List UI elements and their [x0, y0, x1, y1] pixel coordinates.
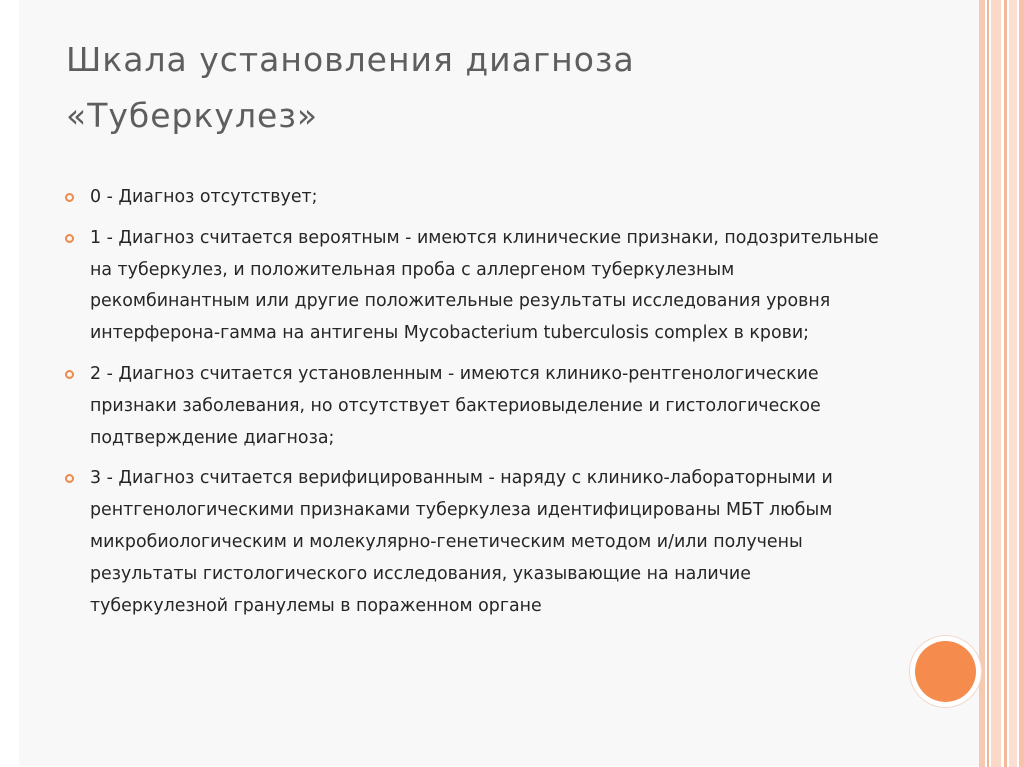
- decorative-stripe: [1004, 0, 1007, 767]
- list-item-text: 2 - Диагноз считается установленным - имеются клинико-рентгенологические признаки заболевания, но отсутствует бактериовыделение и гистологическое подтверждение диагноза;: [90, 363, 821, 448]
- diagnosis-scale-list: [64, 182, 884, 631]
- list-item: [64, 182, 884, 214]
- slide-title-line-2: «Туберкулез»: [66, 96, 319, 135]
- bullet-ring-icon: [65, 234, 74, 243]
- decorative-stripe: [979, 0, 985, 767]
- list-item: [64, 463, 884, 622]
- slide-title-line-1: Шкала установления диагноза: [66, 40, 635, 79]
- slide-title: [66, 32, 926, 144]
- decorative-stripe: [991, 0, 1001, 767]
- decorative-circle: [915, 641, 976, 702]
- decorative-stripe: [987, 0, 989, 767]
- list-item: [64, 359, 884, 454]
- bullet-ring-icon: [65, 474, 74, 483]
- bullet-ring-icon: [65, 370, 74, 379]
- list-item-text: 3 - Диагноз считается верифицированным - наряду с клинико-лабораторными и рентгенологическими признаками туберкулеза идентифицированы МБТ любым микробиологическим и молекулярно-генетическим методом и/или получены результаты гистологического исследования, указывающие на наличие туберкулезной гранулемы в пораженном органе: [90, 468, 833, 616]
- list-item-text: 1 - Диагноз считается вероятным - имеются клинические признаки, подозрительные на туберкулез, и положительная проба с аллергеном туберкулезным рекомбинантным или другие положительные результаты исследования уровня интерферона-гамма на антигены Mycobacterium tuberculosis complex в крови;: [90, 227, 879, 344]
- list-item-text: 0 - Диагноз отсутствует;: [90, 187, 318, 207]
- list-item: [64, 223, 884, 350]
- decorative-stripe: [1009, 0, 1017, 767]
- decorative-stripe: [1019, 0, 1024, 767]
- bullet-ring-icon: [65, 193, 74, 202]
